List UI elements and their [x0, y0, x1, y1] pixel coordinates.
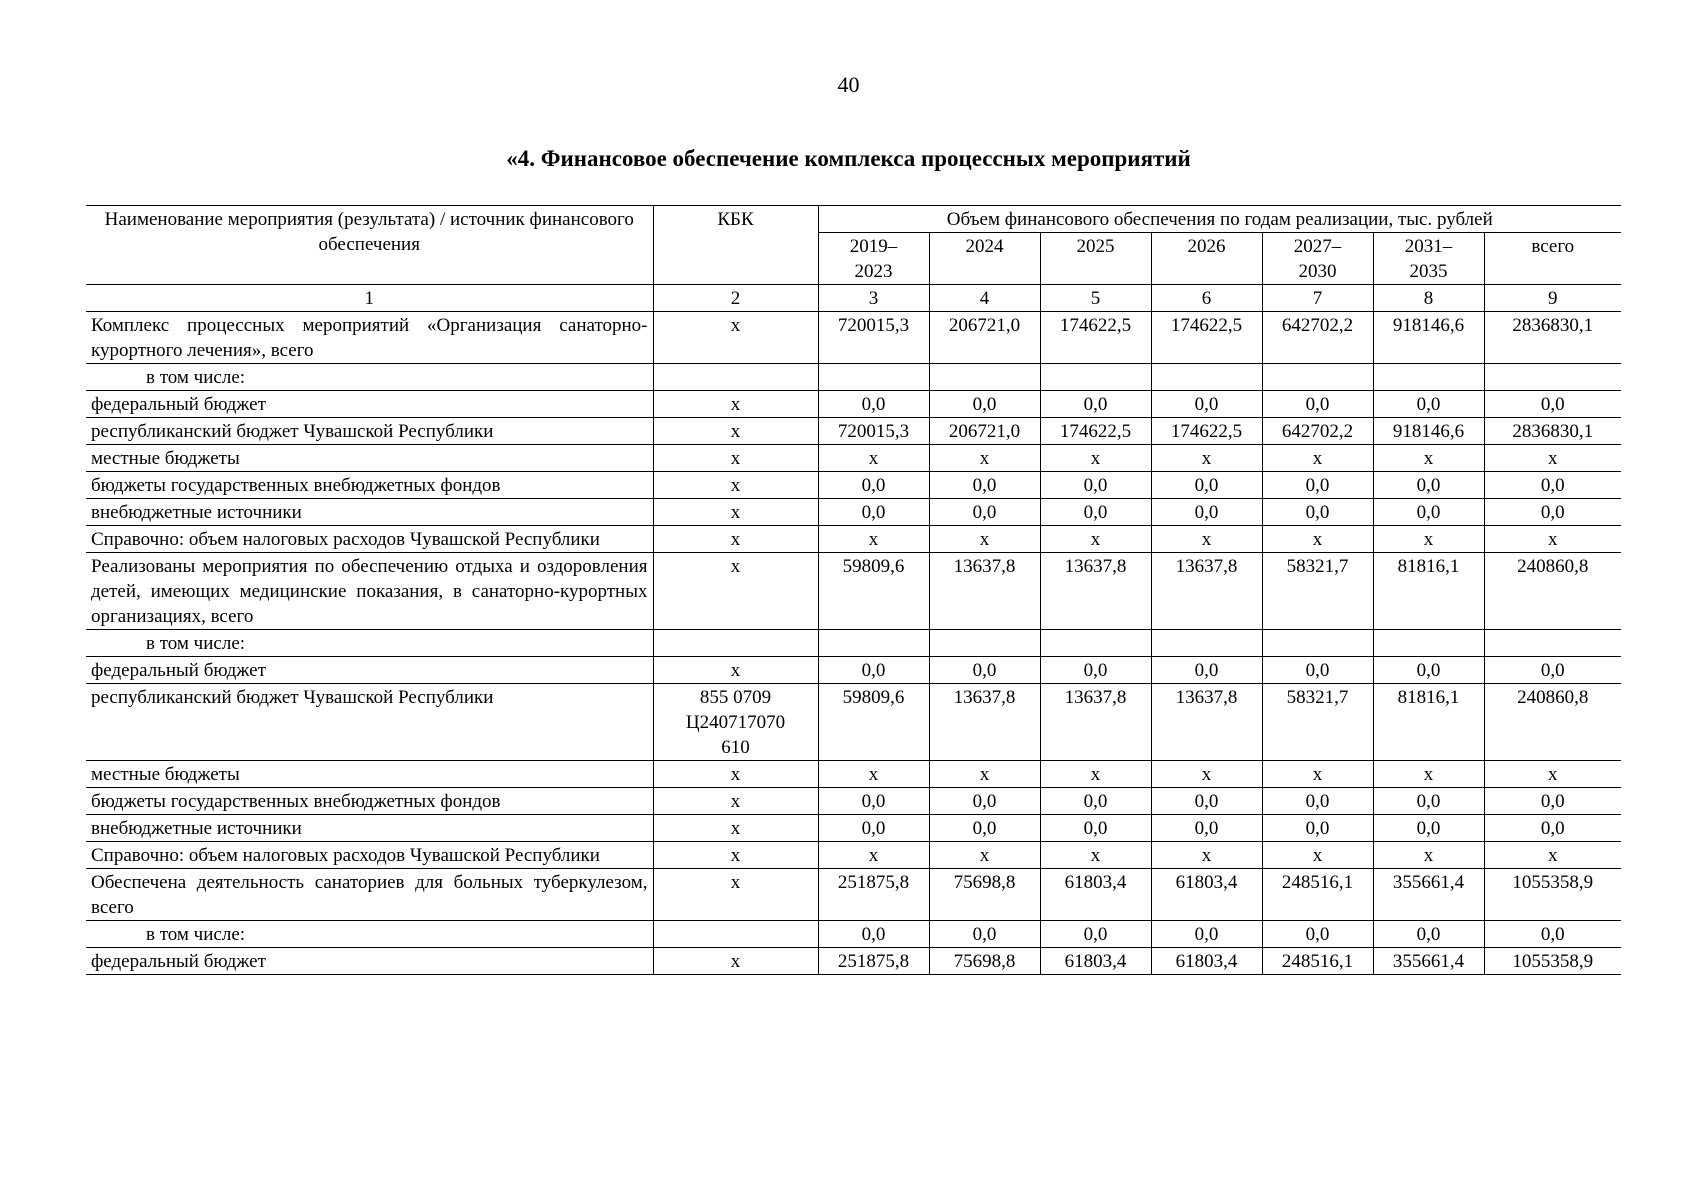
- row-value: 61803,4: [1151, 948, 1262, 975]
- row-name: Обеспечена деятельность санаториев для больных туберкулезом, всего: [86, 869, 653, 921]
- row-value: 251875,8: [818, 948, 929, 975]
- row-value: 0,0: [1484, 788, 1621, 815]
- row-kbk: x: [653, 312, 818, 364]
- row-value: 0,0: [818, 391, 929, 418]
- row-value: 0,0: [1373, 657, 1484, 684]
- column-numbers-row: [86, 285, 1621, 312]
- row-value: 174622,5: [1151, 418, 1262, 445]
- table-row: [86, 364, 1621, 391]
- row-value: 0,0: [1040, 788, 1151, 815]
- row-value: 0,0: [1151, 921, 1262, 948]
- row-name: внебюджетные источники: [86, 499, 653, 526]
- row-value: 75698,8: [929, 948, 1040, 975]
- table-body: [86, 312, 1621, 975]
- table-row: [86, 921, 1621, 948]
- row-value: 0,0: [1040, 815, 1151, 842]
- row-value: 0,0: [1262, 472, 1373, 499]
- table-row: [86, 657, 1621, 684]
- row-value: 0,0: [1484, 921, 1621, 948]
- row-value: 0,0: [1484, 815, 1621, 842]
- header-year: 2026: [1151, 233, 1262, 285]
- row-value: 0,0: [929, 788, 1040, 815]
- row-value: [1484, 630, 1621, 657]
- row-value: 13637,8: [1040, 684, 1151, 761]
- row-name: местные бюджеты: [86, 761, 653, 788]
- row-value: x: [1262, 842, 1373, 869]
- row-value: [1151, 364, 1262, 391]
- table-row: [86, 312, 1621, 364]
- row-kbk: x: [653, 815, 818, 842]
- table-row: [86, 499, 1621, 526]
- row-value: 0,0: [1040, 921, 1151, 948]
- row-value: 206721,0: [929, 312, 1040, 364]
- row-name: Комплекс процессных мероприятий «Организация санаторно-курортного лечения», всего: [86, 312, 653, 364]
- row-value: x: [1373, 445, 1484, 472]
- row-value: 918146,6: [1373, 418, 1484, 445]
- row-value: [818, 364, 929, 391]
- row-value: x: [818, 842, 929, 869]
- financing-table: [86, 205, 1621, 975]
- row-value: 0,0: [1262, 499, 1373, 526]
- table-row: [86, 391, 1621, 418]
- table-row: [86, 761, 1621, 788]
- row-value: x: [1151, 445, 1262, 472]
- header-year: 2027–2030: [1262, 233, 1373, 285]
- row-value: 0,0: [1262, 921, 1373, 948]
- row-value: 1055358,9: [1484, 948, 1621, 975]
- row-value: 0,0: [1151, 657, 1262, 684]
- row-value: 2836830,1: [1484, 418, 1621, 445]
- row-value: [1040, 630, 1151, 657]
- row-value: 0,0: [818, 788, 929, 815]
- row-name: Реализованы мероприятия по обеспечению отдыха и оздоровления детей, имеющих медицинские показания, в санаторно-курортных организациях, всего: [86, 553, 653, 630]
- row-kbk: x: [653, 391, 818, 418]
- row-value: 0,0: [1040, 391, 1151, 418]
- col-number: 2: [653, 285, 818, 312]
- row-value: 0,0: [929, 472, 1040, 499]
- row-name: федеральный бюджет: [86, 391, 653, 418]
- row-value: 13637,8: [1151, 553, 1262, 630]
- row-value: 0,0: [929, 391, 1040, 418]
- row-kbk: [653, 630, 818, 657]
- table-row: [86, 445, 1621, 472]
- row-value: x: [1151, 526, 1262, 553]
- header-year: 2031–2035: [1373, 233, 1484, 285]
- row-value: x: [1151, 842, 1262, 869]
- row-value: 720015,3: [818, 418, 929, 445]
- row-value: 58321,7: [1262, 684, 1373, 761]
- row-value: x: [1262, 445, 1373, 472]
- row-value: 206721,0: [929, 418, 1040, 445]
- header-name: Наименование мероприятия (результата) / источник финансового обеспечения: [86, 206, 653, 285]
- row-value: x: [1373, 761, 1484, 788]
- row-value: 75698,8: [929, 869, 1040, 921]
- col-number: 4: [929, 285, 1040, 312]
- col-number: 9: [1484, 285, 1621, 312]
- row-value: 0,0: [1262, 391, 1373, 418]
- row-value: x: [1151, 761, 1262, 788]
- col-number: 5: [1040, 285, 1151, 312]
- row-kbk: x: [653, 657, 818, 684]
- row-value: x: [1262, 761, 1373, 788]
- table-row: [86, 630, 1621, 657]
- row-value: x: [1040, 526, 1151, 553]
- row-value: x: [929, 526, 1040, 553]
- row-value: [929, 364, 1040, 391]
- row-value: 13637,8: [1040, 553, 1151, 630]
- header-year: 2019–2023: [818, 233, 929, 285]
- row-value: 59809,6: [818, 684, 929, 761]
- header-year: 2025: [1040, 233, 1151, 285]
- row-kbk: x: [653, 526, 818, 553]
- row-value: 61803,4: [1040, 869, 1151, 921]
- row-value: 0,0: [818, 499, 929, 526]
- table-header: [86, 206, 1621, 312]
- row-name: федеральный бюджет: [86, 948, 653, 975]
- header-kbk: КБК: [653, 206, 818, 285]
- row-value: 174622,5: [1040, 418, 1151, 445]
- row-value: 0,0: [929, 815, 1040, 842]
- row-value: x: [1484, 842, 1621, 869]
- row-kbk: x: [653, 761, 818, 788]
- row-value: 0,0: [818, 921, 929, 948]
- row-value: 0,0: [1262, 788, 1373, 815]
- row-value: 1055358,9: [1484, 869, 1621, 921]
- header-year: 2024: [929, 233, 1040, 285]
- row-value: 0,0: [1484, 472, 1621, 499]
- row-value: 58321,7: [1262, 553, 1373, 630]
- row-name: бюджеты государственных внебюджетных фондов: [86, 788, 653, 815]
- row-value: 0,0: [1040, 499, 1151, 526]
- row-value: x: [818, 445, 929, 472]
- table-row: [86, 553, 1621, 630]
- row-kbk: x: [653, 553, 818, 630]
- row-value: x: [929, 445, 1040, 472]
- row-value: x: [1484, 526, 1621, 553]
- row-value: 0,0: [1151, 472, 1262, 499]
- row-value: 0,0: [1151, 499, 1262, 526]
- table-row: [86, 842, 1621, 869]
- header-year: всего: [1484, 233, 1621, 285]
- row-value: [1262, 630, 1373, 657]
- table-row: [86, 472, 1621, 499]
- row-value: x: [1262, 526, 1373, 553]
- row-value: 355661,4: [1373, 869, 1484, 921]
- table-row: [86, 684, 1621, 761]
- row-name: в том числе:: [86, 630, 653, 657]
- row-value: [929, 630, 1040, 657]
- row-value: 0,0: [1262, 815, 1373, 842]
- row-kbk: x: [653, 445, 818, 472]
- row-value: 61803,4: [1151, 869, 1262, 921]
- row-value: x: [1040, 445, 1151, 472]
- row-value: 240860,8: [1484, 684, 1621, 761]
- row-value: [818, 630, 929, 657]
- row-value: 59809,6: [818, 553, 929, 630]
- row-value: x: [1484, 761, 1621, 788]
- row-name: внебюджетные источники: [86, 815, 653, 842]
- row-value: x: [1484, 445, 1621, 472]
- row-value: 642702,2: [1262, 418, 1373, 445]
- section-title: «4. Финансовое обеспечение комплекса процессных мероприятий: [506, 146, 1191, 171]
- col-number: 7: [1262, 285, 1373, 312]
- row-value: x: [1373, 526, 1484, 553]
- row-value: [1373, 364, 1484, 391]
- row-kbk: x: [653, 869, 818, 921]
- table-row: [86, 788, 1621, 815]
- row-value: 0,0: [1373, 921, 1484, 948]
- row-value: x: [929, 842, 1040, 869]
- row-value: 0,0: [1373, 788, 1484, 815]
- row-value: 13637,8: [929, 553, 1040, 630]
- row-value: [1484, 364, 1621, 391]
- row-value: 0,0: [1040, 472, 1151, 499]
- row-value: 0,0: [1151, 815, 1262, 842]
- row-value: [1373, 630, 1484, 657]
- row-value: 81816,1: [1373, 553, 1484, 630]
- row-value: [1262, 364, 1373, 391]
- table-row: [86, 948, 1621, 975]
- row-value: 13637,8: [1151, 684, 1262, 761]
- table-row: [86, 418, 1621, 445]
- table-row: [86, 869, 1621, 921]
- row-kbk: x: [653, 788, 818, 815]
- row-value: 918146,6: [1373, 312, 1484, 364]
- row-value: 720015,3: [818, 312, 929, 364]
- row-value: 0,0: [929, 499, 1040, 526]
- row-value: x: [1040, 842, 1151, 869]
- row-value: 0,0: [1373, 472, 1484, 499]
- row-value: 0,0: [1040, 657, 1151, 684]
- row-value: x: [818, 526, 929, 553]
- row-value: x: [929, 761, 1040, 788]
- row-name: Справочно: объем налоговых расходов Чувашской Республики: [86, 526, 653, 553]
- row-kbk: [653, 921, 818, 948]
- row-value: 0,0: [1151, 391, 1262, 418]
- row-kbk: [653, 364, 818, 391]
- row-value: 0,0: [1484, 391, 1621, 418]
- row-kbk: x: [653, 948, 818, 975]
- row-name: республиканский бюджет Чувашской Республики: [86, 684, 653, 761]
- table-row: [86, 526, 1621, 553]
- row-value: 0,0: [1262, 657, 1373, 684]
- row-value: 0,0: [818, 815, 929, 842]
- row-value: 0,0: [1484, 657, 1621, 684]
- row-kbk: x: [653, 472, 818, 499]
- row-name: в том числе:: [86, 364, 653, 391]
- row-name: Справочно: объем налоговых расходов Чувашской Республики: [86, 842, 653, 869]
- row-value: x: [1040, 761, 1151, 788]
- row-value: 0,0: [818, 657, 929, 684]
- row-value: 248516,1: [1262, 869, 1373, 921]
- row-value: 251875,8: [818, 869, 929, 921]
- row-value: 0,0: [1373, 391, 1484, 418]
- row-value: 0,0: [1373, 499, 1484, 526]
- row-value: 248516,1: [1262, 948, 1373, 975]
- col-number: 6: [1151, 285, 1262, 312]
- row-name: в том числе:: [86, 921, 653, 948]
- row-kbk: x: [653, 842, 818, 869]
- row-value: 0,0: [1151, 788, 1262, 815]
- row-kbk: x: [653, 499, 818, 526]
- col-number: 3: [818, 285, 929, 312]
- row-value: 0,0: [1373, 815, 1484, 842]
- row-value: 81816,1: [1373, 684, 1484, 761]
- row-value: 174622,5: [1040, 312, 1151, 364]
- col-number: 8: [1373, 285, 1484, 312]
- row-value: 2836830,1: [1484, 312, 1621, 364]
- row-value: [1151, 630, 1262, 657]
- row-name: республиканский бюджет Чувашской Республики: [86, 418, 653, 445]
- row-kbk: 855 0709 Ц240717070 610: [653, 684, 818, 761]
- row-value: x: [818, 761, 929, 788]
- row-value: 0,0: [1484, 499, 1621, 526]
- col-number: 1: [86, 285, 653, 312]
- row-value: 0,0: [818, 472, 929, 499]
- row-value: 61803,4: [1040, 948, 1151, 975]
- row-value: x: [1373, 842, 1484, 869]
- header-volume: Объем финансового обеспечения по годам реализации, тыс. рублей: [818, 206, 1621, 233]
- row-value: 13637,8: [929, 684, 1040, 761]
- row-value: 240860,8: [1484, 553, 1621, 630]
- row-value: 174622,5: [1151, 312, 1262, 364]
- row-value: 642702,2: [1262, 312, 1373, 364]
- row-name: федеральный бюджет: [86, 657, 653, 684]
- row-value: [1040, 364, 1151, 391]
- page-number: 40: [837, 72, 860, 97]
- row-value: 0,0: [929, 657, 1040, 684]
- table-row: [86, 815, 1621, 842]
- row-value: 355661,4: [1373, 948, 1484, 975]
- row-kbk: x: [653, 418, 818, 445]
- row-name: бюджеты государственных внебюджетных фондов: [86, 472, 653, 499]
- row-value: 0,0: [929, 921, 1040, 948]
- row-name: местные бюджеты: [86, 445, 653, 472]
